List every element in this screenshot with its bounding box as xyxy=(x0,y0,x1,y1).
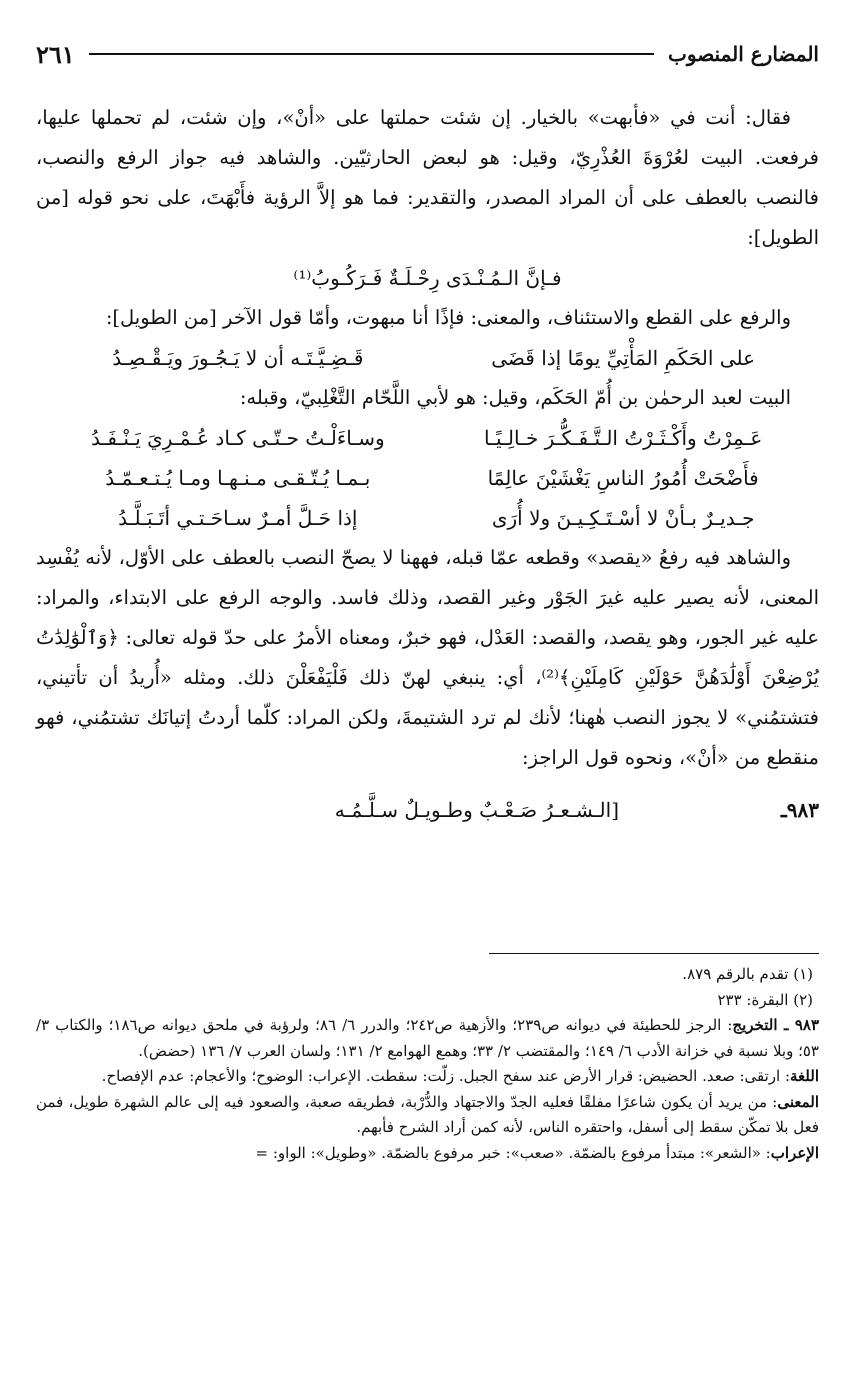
footnote: (٢) البقرة: ٢٣٣ xyxy=(717,990,813,1009)
verse-second-hemistich: إذا حَـلَّ أمـرٌ سـاحَـتـي أتَـبَـلَّـدُ xyxy=(118,506,358,530)
irab-note xyxy=(36,1141,819,1167)
header-rule xyxy=(89,53,654,55)
takhrij-label: ٩٨٣ ـ التخريج xyxy=(732,1016,819,1034)
verse-second-hemistich: قَـضِـيَّـتَـه أن لا يَـجُـورَ ويَـقْـصِـدُ xyxy=(112,346,364,370)
verse-first-hemistich: عَـمِرْتُ وأَكْـثَـرْتُ الـتَّـفَـكُّـرَ خـالِـيًـا xyxy=(484,426,763,450)
example-number: ٩٨٣ـ xyxy=(780,798,819,822)
mana-label: المعنى xyxy=(777,1092,819,1111)
irab-label: الإعراب xyxy=(770,1143,819,1162)
paragraph: البيت لعبد الرحمٰن بن أُمّ الحَكَم، وقيل: هو لأبي اللَّحّام التَّغْلِبيّ، وقبله: xyxy=(239,386,791,409)
example-verse: [الـشـعـرُ صَـعْـبٌ وطـويـلٌ سـلَّـمُـه xyxy=(334,798,619,822)
verse-second-hemistich: بـمـا يُـتّـقـى مـنـهـا ومـا يُـتـعـمّـدُ xyxy=(105,466,371,490)
mana-note xyxy=(36,1090,819,1141)
poetry-verse xyxy=(36,458,819,498)
numbered-example xyxy=(36,784,819,836)
paragraph: والرفع على القطع والاستئناف، والمعنى: فإذًا أنا مبهوت، وأمّا قول الآخر [من الطويل]: xyxy=(105,306,791,329)
running-header xyxy=(36,34,819,74)
footnote: (١) تقدم بالرقم ٨٧٩. xyxy=(682,965,813,983)
main-text xyxy=(36,98,819,836)
mana-text: : من يريد أن يكون شاعرًا مفلقًا فعليه الجدّ والاجتهاد والدُّرْبة، فطريقه صعبة، والصعود فيه إلى عالم الشهرة طويل، فمن فعل بلا تمكّن سقط إلى أسفل، واحتقره الناس، لأنه كمن أراد الشرح فأبهم. xyxy=(36,1092,819,1136)
poetry-verse xyxy=(36,418,819,458)
verse-first-hemistich: فأَضْحَتْ أُمُورُ الناسِ يَغْشَيْنَ عالِمًا xyxy=(487,466,759,490)
takhrij-text: : الرجز للحطيئة في ديوانه ص٢٣٩؛ والأزهية ص٢٤٢؛ والدرر ٦/ ٨٦؛ ولرؤبة في ملحق ديوانه ص١٨٦؛ والكتاب ٣/ ٥٣؛ وبلا نسبة في خزانة الأدب ٦/ ١٤٩؛ والمقتضب ٢/ ٣٣؛ وهمع الهوامع ٢/ ١٣١؛ ولسان العرب ٧/ ١٣٦ (حضض). xyxy=(36,1016,819,1060)
chapter-title: المضارع المنصوب xyxy=(668,42,819,66)
footnote-separator xyxy=(489,953,819,954)
verse-first-hemistich: على الحَكَمِ المَأْتِيِّ يومًا إذا قَضَى xyxy=(491,346,756,370)
takhrij-note xyxy=(36,1013,819,1064)
lugha-note xyxy=(36,1064,819,1090)
poetry-verse xyxy=(36,498,819,538)
footnotes xyxy=(36,962,819,1166)
verse-second-hemistich: وسـاءَلْـتُ حـتّـى كـاد عُـمْـرِيَ يَـنْـفَـدُ xyxy=(91,426,385,450)
irab-text: : «الشعر»: مبتدأ مرفوع بالضمّة. «صعب»: خبر مرفوع بالضمّة. «وطويل»: الواو: = xyxy=(255,1143,771,1162)
poetry-verse xyxy=(36,338,819,378)
page-number: ٢٦١ xyxy=(36,39,75,69)
lugha-label: اللغة xyxy=(790,1067,819,1085)
poetry-half-verse: فـإنَّ الـمُـنْـدَى رِحْـلَـةٌ فَـرَكُـوبُ⁽¹⁾ xyxy=(293,266,562,290)
paragraph: والشاهد فيه رفعُ «يقصد» وقطعه عمّا قبله، فههنا لا يصحّ النصب بالعطف على الأوّل، لأنه يُفْسِد المعنى، لأنه يصير عليه غيرَ الجَوْر وغير القصد، وذلك فاسد. والوجه الرفع على الابتداء، والمراد: عليه غير الجور، وهو يقصد، والقصد: العَدْل، فهو خبرٌ، ومعناه الأمرُ على حدّ قوله تعالى: ﴿وَٱلْوَٰلِدَٰتُ يُرْضِعْنَ أَوْلَٰدَهُنَّ حَوْلَيْنِ كَامِلَيْنِ﴾⁽²⁾، أي: ينبغي لهنّ ذلك فَلْيَفْعَلْنَ ذلك. ومثله «أُريدُ أن تأتيني، فتشتمُني» لا يجوز النصب هٰهنا؛ لأنك لم ترد الشتيمةَ، ولكن المراد: كلّما أردتُ إتيانَك تشتمُني، فهو منقطع من «أنْ»، ونحوه قول الراجز: xyxy=(36,546,819,769)
verse-first-hemistich: جـديـرٌ بـأنْ لا أسْـتَـكِـيـنَ ولا أُرَى xyxy=(491,506,755,530)
lugha-text: : ارتقى: صعد. الحضيض: قرار الأرض عند سفح الجبل. زلّت: سقطت. الإعراب: الوضوح؛ والأعجام: عدم الإفصاح. xyxy=(101,1067,791,1085)
paragraph: فقال: أنت في «فأبهت» بالخيار. إن شئت حملتها على «أنْ»، وإن شئت، لم تحملها عليها، فرفعت. البيت لعُرْوَةَ العُذْرِيّ، وقيل: هو لبعض الحارثيّين. والشاهد فيه جواز الرفع والنصب، فالنصب بالعطف على أن المراد المصدر، والتقدير: فما هو إلاَّ الرؤية فأَبْهَتَ، على نحو قوله [من الطويل]: xyxy=(36,106,819,249)
